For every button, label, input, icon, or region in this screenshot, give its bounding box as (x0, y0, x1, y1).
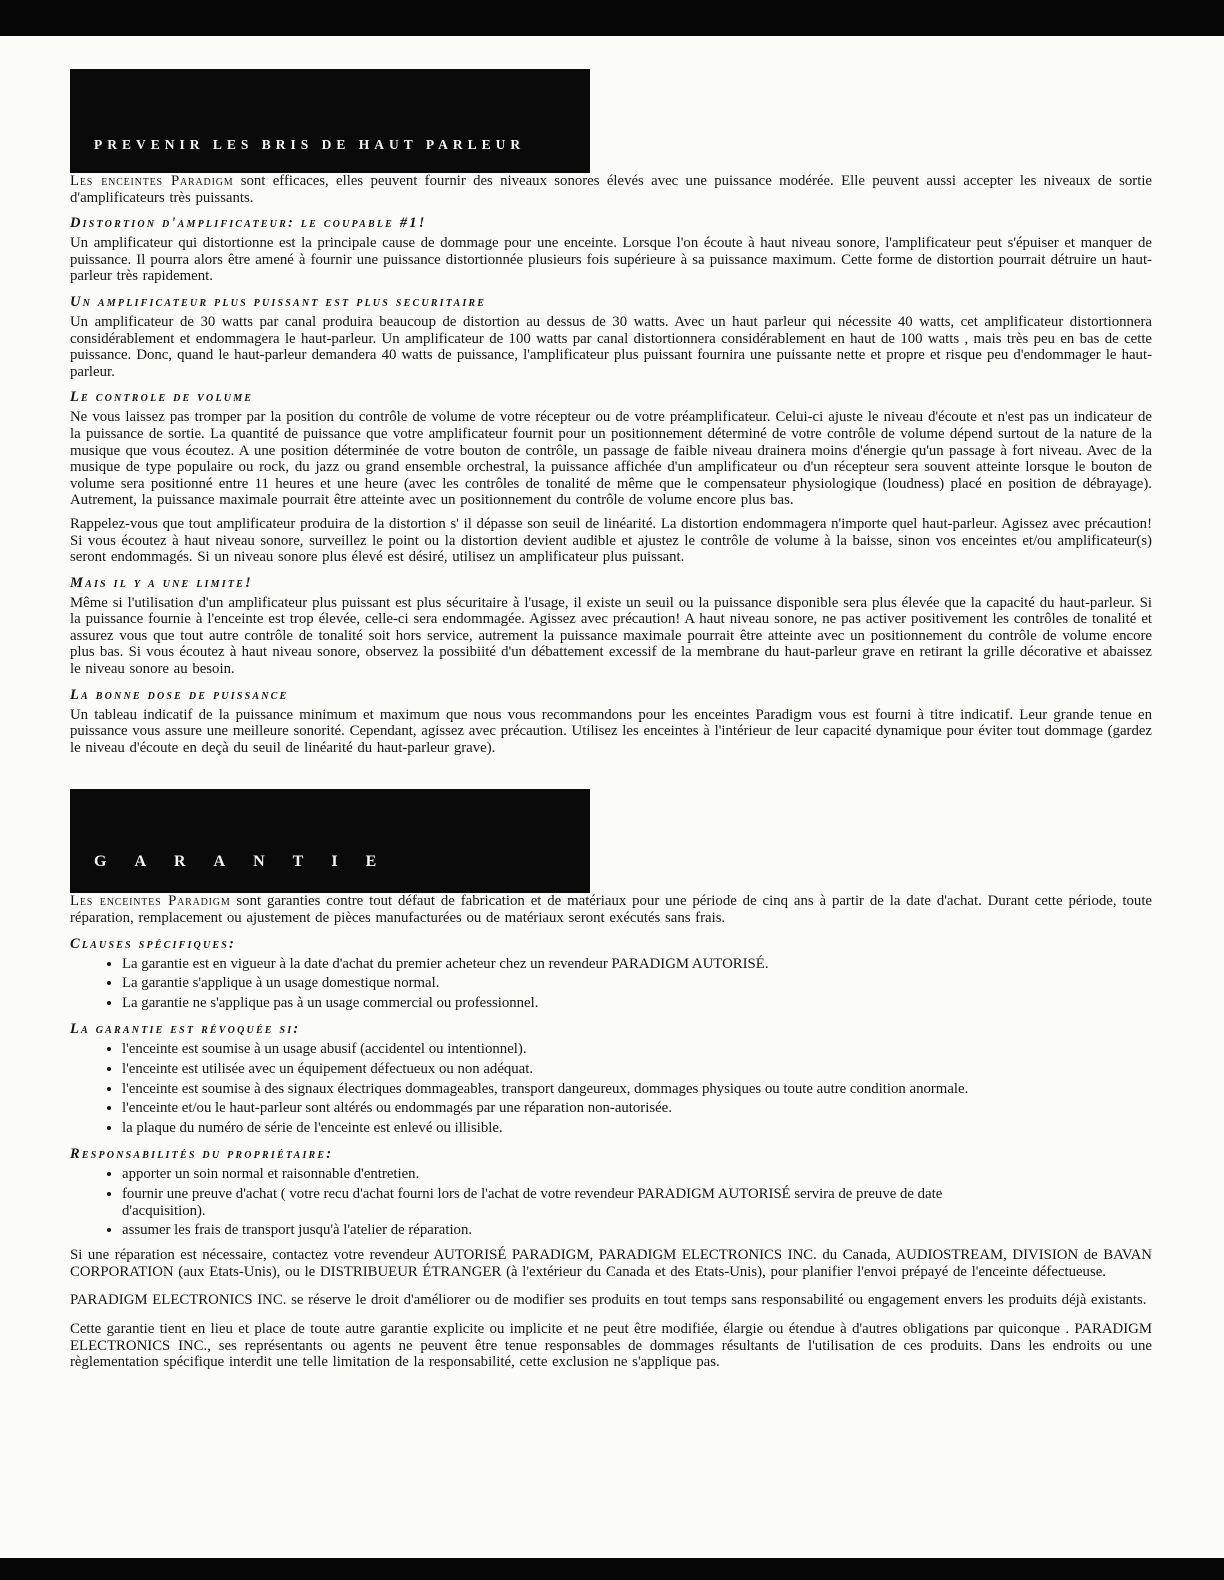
page-content (70, 36, 1152, 1383)
list-item: • La garantie est en vigueur à la date d'achat du premier acheteur chez un revendeur PARADIGM AUTORISÉ. (122, 956, 1022, 973)
section-banner-warranty (70, 789, 590, 893)
heading-specific-clauses: Clauses spécifiques: (70, 935, 237, 952)
paragraph-volume-control-2: Rappelez-vous que tout amplificateur produira de la distortion s' il dépasse son seuil de linéarité. La distortion endommagera n'importe quel haut-parleur. Agissez avec précaution! Si vous écoutez à haut niveau sonore, surveillez le point ou la distortion devient audible et ajustez le contrôle de volume à la baisse, sinon vos enceintes et/ou amplificateur(s) seront endommagés. Si un niveau sonore plus élevé est désiré, utilisez un amplificateur plus puissant. (70, 515, 1152, 566)
list-item: • assumer les frais de transport jusqu'à l'atelier de réparation. (122, 1222, 1022, 1239)
banner-title-warranty: GARANTIE (94, 853, 405, 871)
paragraph-warranty-scope: Cette garantie tient en lieu et place de toute autre garantie explicite ou implicite et ne peut être modifiée, élargie ou étendue à d'autres obligations par quiconque . PARADIGM ELECTRONICS INC., ses représentants ou agents ne peuvent être tenue responsables de dommages résultants de l'utilisation de ces produits. Dans les endroits ou une règlementation spécifique interdit une telle limitation de la responsabilité, cette exclusion ne s'applique pas. (70, 1320, 1152, 1371)
paragraph-repair-contact: Si une réparation est nécessaire, contactez votre revendeur AUTORISÉ PARADIGM, PARADIGM ELECTRONICS INC. du Canada, AUDIOSTREAM, DIVISION de BAVAN CORPORATION (aux Etats-Unis), ou le DISTRIBUEUR ÉTRANGER (à l'extérieur du Canada et des Etats-Unis), pour planifier l'envoi prépayé de l'enceinte défectueuse. (70, 1247, 1152, 1280)
warranty-closing (70, 1247, 1152, 1371)
owner-responsibilities-list (70, 1166, 1152, 1239)
warranty-intro-paragraph (70, 893, 1152, 926)
heading-owner-responsibilities: Responsabilités du propriétaire: (70, 1146, 334, 1162)
intro-lead-smallcaps: Les enceintes Paradigm (70, 173, 234, 189)
heading-amplifier-safer: Un amplificateur plus puissant est plus securitaire (70, 293, 487, 310)
heading-warranty-void: La garantie est révoquée si: (70, 1021, 301, 1038)
heading-volume-control: Le controle de volume (70, 389, 254, 406)
banner-title-prevent: PREVENIR LES BRIS DE HAUT PARLEUR (94, 137, 526, 152)
warranty-void-list (70, 1041, 1152, 1137)
warranty-intro-lead-smallcaps: Les enceintes Paradigm (70, 893, 231, 910)
list-item: • l'enceinte est utilisée avec un équipement défectueux ou non adéquat. (122, 1061, 1022, 1078)
intro-rest: sont efficaces, elles peuvent fournir des niveaux sonores élevés avec une puissance modérée. Elle peuvent aussi accepter les niveaux de sortie d'amplificateurs très puissants. (70, 173, 1153, 206)
paragraph-product-changes: PARADIGM ELECTRONICS INC. se réserve le droit d'améliorer ou de modifier ses produits en tout temps sans responsabilité ou engagement envers les produits déjà existants. (70, 1292, 1147, 1309)
list-item: • fournir une preuve d'achat ( votre recu d'achat fourni lors de l'achat de votre revendeur PARADIGM AUTORISÉ servira de preuve de date d'acquisition). (122, 1186, 1022, 1220)
list-item: • apporter un soin normal et raisonnable d'entretien. (122, 1166, 1022, 1183)
list-item: • l'enceinte est soumise à un usage abusif (accidentel ou intentionnel). (122, 1041, 1022, 1058)
specific-clauses-list (70, 956, 1152, 1012)
paragraph-limit: Même si l'utilisation d'un amplificateur plus puissant est plus sécuritaire à l'usage, il existe un seuil ou la puissance disponible sera plus élevée que la capacité du haut-parleur. Si la puissance fournie à l'enceinte est trop élevée, celle-ci sera endommagée. Agissez avec précaution! A haut niveau sonore, ne pas activer positivement les contrôles de tonalité et assurez vous que tout autre contrôle de tonalité soit hors service, autrement la puissance maximale pourrait être atteinte avec un positionnement du contrôle de volume encore plus bas. Si vous écoutez à haut niveau sonore, observez la possibiité d'un débattement excessif de la membrane du haut-parleur grave en retirant la grille décorative et abaissez le niveau sonore au besoin. (70, 594, 1152, 678)
list-item: • la plaque du numéro de série de l'enceinte est enlevé ou illisible. (122, 1120, 1022, 1137)
list-item: • La garantie ne s'applique pas à un usage commercial ou professionnel. (122, 995, 1022, 1012)
paragraph-distortion: Un amplificateur qui distortionne est la principale cause de dommage pour une enceinte. Lorsque l'on écoute à haut niveau sonore, l'amplificateur peut s'épuiser et manquer de puissance. Il pourra alors être amené à fournir une puissance distortionnée plusieurs fois supérieure à sa puissance maximum. Cette forme de distortion pourrait détruire un haut-parleur très rapidement. (70, 235, 1152, 285)
list-item: • l'enceinte est soumise à des signaux électriques dommageables, transport dangeureux, dommages physiques ou toute autre condition anormale. (122, 1081, 1022, 1098)
paragraph-amplifier-safer: Un amplificateur de 30 watts par canal produira beaucoup de distortion au dessus de 30 watts. Avec un haut parleur qui nécessite 40 watts, cet amplificateur distortionnera considérablement et endommagera le haut-parleur. Un amplificateur de 100 watts par canal distortionnera considérablement en haut de 100 watts , mais très peu en bas de cette puissance. Donc, quand le haut-parleur demandera 40 watts de puissance, l'amplificateur plus puissant fournira une puissante nette et propre et risque peu d'endommager le haut-parleur. (70, 313, 1152, 380)
heading-distortion: Distortion d'amplificateur: le coupable #1! (70, 215, 427, 232)
paragraph-volume-control-1: Ne vous laissez pas tromper par la position du contrôle de volume de votre récepteur ou de votre préamplificateur. Celui-ci ajuste le niveau d'écoute et n'est pas un indicateur de la puissance de sortie. La quantité de puissance que votre amplificateur fournit pour un positionnement déterminé de votre contrôle de volume dépend surtout de la nature de la musique que vous écoutez. A une position déterminée de votre bouton de contrôle, un passage de faible niveau drainera moins d'énergie qu'un passage à fort niveau. Avec de la musique de type populaire ou rock, du jazz ou grand ensemble orchestral, la puissance affichée d'un amplificateur ou d'un récepteur sera souvent atteinte lorsque le bouton de volume sera positionné entre 11 heures et une heure (avec les contrôles de tonalité de même que le compensateur physiologique (loudness) placé en position de débrayage). Autrement, la puissance maximale pourrait être atteinte avec un positionnement du contrôle de volume encore plus bas. (70, 409, 1152, 509)
paragraph-right-power: Un tableau indicatif de la puissance minimum et maximum que nous vous recommandons pour les enceintes Paradigm vous est fourni à titre indicatif. Leur grande tenue en puissance vous assure une meilleure sonorité. Cependant, agissez avec précaution. Utilisez les enceintes à l'intérieur de leur capacité dynamique pour éviter tout dommage (gardez le niveau d'écoute en deçà du seuil de linéarité du haut-parleur grave). (70, 706, 1152, 756)
list-item: • l'enceinte et/ou le haut-parleur sont altérés ou endommagés par une réparation non-autorisée. (122, 1100, 1022, 1117)
heading-limit: Mais il y a une limite! (70, 574, 253, 591)
page-bottom-edge-bar (0, 1558, 1224, 1580)
warranty-intro-rest: sont garanties contre tout défaut de fabrication et de matériaux pour une période de cinq ans à partir de la date d'achat. Durant cette période, toute réparation, remplacement ou ajustement de pièces manufacturées ou de matériaux seront exécutés sans frais. (70, 893, 1152, 927)
section-banner-prevent (70, 69, 590, 173)
list-item: • La garantie s'applique à un usage domestique normal. (122, 975, 1022, 992)
page-top-edge-bar (0, 0, 1224, 36)
speaker-intro-paragraph (70, 173, 1152, 206)
heading-right-power: La bonne dose de puissance (70, 686, 289, 703)
